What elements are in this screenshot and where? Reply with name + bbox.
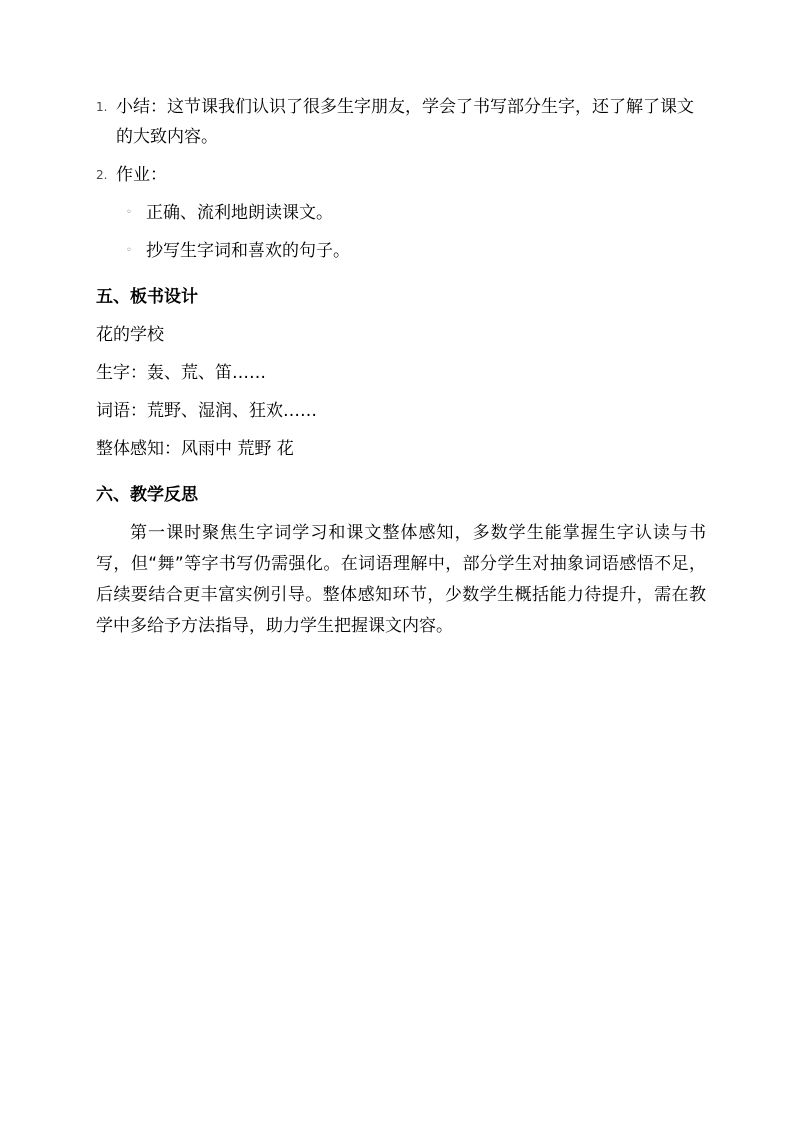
board-line-words: 词语：荒野、湿润、狂欢…… [96, 401, 317, 421]
list-item-text: 小结：这节课我们认识了很多生字朋友，学会了书写部分生字，还了解了课文的大致内容。 [116, 97, 694, 147]
list-item-homework [96, 160, 706, 190]
homework-item [126, 198, 706, 228]
board-line-overview: 整体感知：风雨中 荒野 花 [96, 439, 294, 459]
document-content [96, 92, 706, 642]
board-design-heading: 五、板书设计 [96, 287, 198, 307]
reflection-paragraph: 第一课时聚焦生字词学习和课文整体感知，多数学生能掌握生字认读与书写，但“舞”等字书写仍需强化。在词语理解中，部分学生对抽象词语感悟不足，后续要结合更丰富实例引导。整体感知环节，少数学生概括能力待提升，需在教学中多给予方法指导，助力学生把握课文内容。 [96, 523, 706, 636]
list-number: 1. [96, 100, 108, 114]
board-line-characters: 生字：轰、荒、笛…… [96, 363, 266, 383]
homework-list [96, 198, 706, 266]
list-item-summary [96, 92, 706, 152]
bullet-icon: ◦ [126, 207, 132, 218]
homework-item [126, 236, 706, 266]
homework-item-text: 正确、流利地朗读课文。 [146, 203, 333, 223]
list-item-text: 作业： [116, 165, 167, 185]
homework-item-text: 抄写生字词和喜欢的句子。 [146, 241, 350, 261]
bullet-icon: ◦ [126, 245, 132, 256]
list-number: 2. [96, 168, 108, 182]
board-line-title: 花的学校 [96, 325, 164, 345]
reflection-heading: 六、教学反思 [96, 485, 198, 505]
